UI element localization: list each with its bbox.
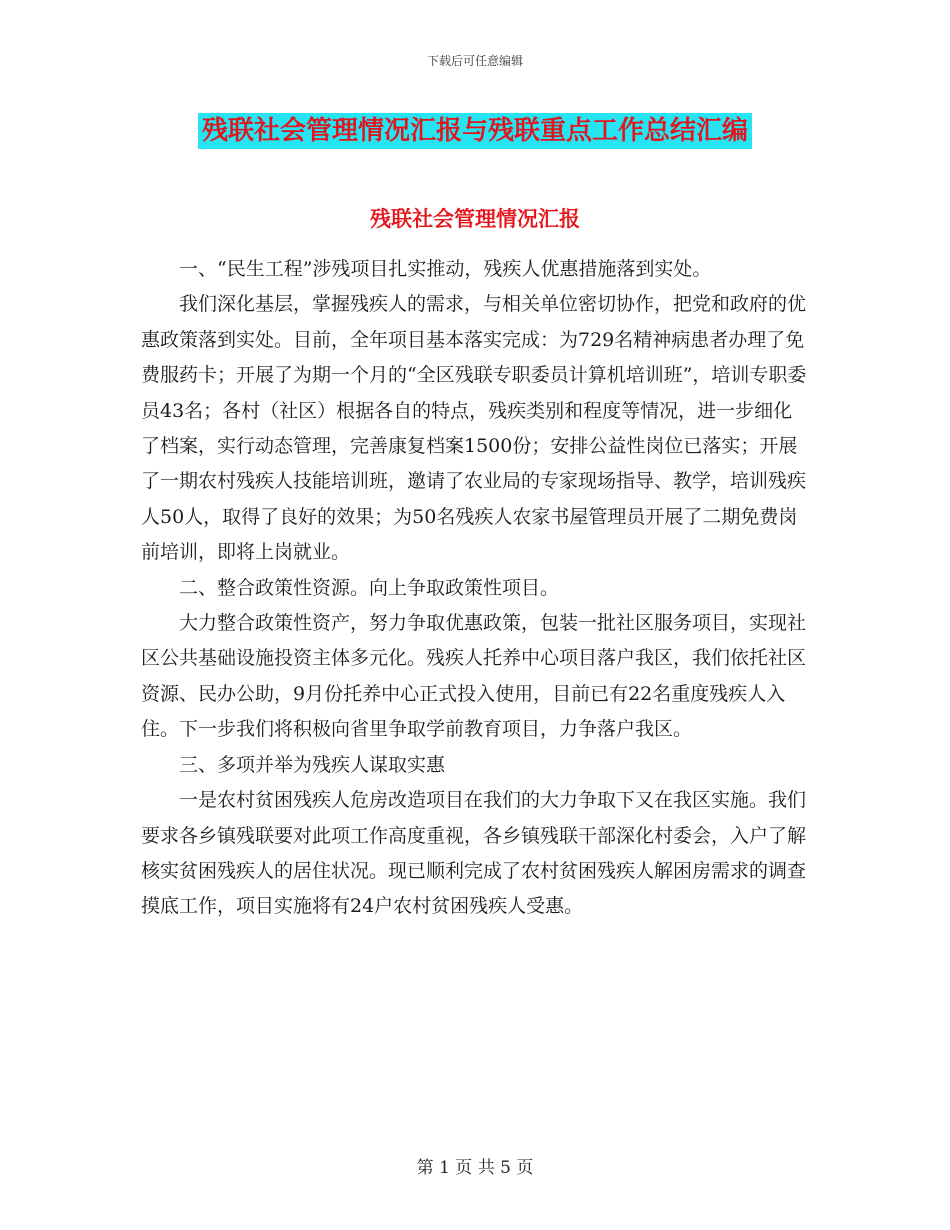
paragraph-heading-3: 三、多项并举为残疾人谋取实惠 <box>179 753 446 776</box>
paragraph-heading-2: 二、整合政策性资源。向上争取政策性项目。 <box>179 576 560 599</box>
paragraph: 大力整合政策性资产，努力争取优惠政策，包装一批社区服务项目，实现社区公共基础设施投资主体多元化。残疾人托养中心项目落户我区，我们依托社区资源、民办公助，9月份托养中心正式投入使用，目前已有22名重度残疾人入住。下一步我们将积极向省里争取学前教育项目，力争落户我区。 <box>141 612 807 741</box>
document-body <box>141 252 811 925</box>
section-title: 残联社会管理情况汇报 <box>370 207 580 231</box>
header-note: 下载后可任意编辑 <box>426 54 523 68</box>
document-title-text: 残联社会管理情况汇报与残联重点工作总结汇编 <box>198 113 752 149</box>
paragraph: 我们深化基层，掌握残疾人的需求，与相关单位密切协作，把党和政府的优惠政策落到实处。目前，全年项目基本落实完成：为729名精神病患者办理了免费服药卡；开展了为期一个月的“全区残联专职委员计算机培训班”，培训专职委员43名；各村（社区）根据各自的特点，残疾类别和程度等情况，进一步细化了档案，实行动态管理，完善康复档案1500份；安排公益性岗位已落实；开展了一期农村残疾人技能培训班，邀请了农业局的专家现场指导、教学，培训残疾人50人，取得了良好的效果；为50名残疾人农家书屋管理员开展了二期免费岗前培训，即将上岗就业。 <box>141 293 807 564</box>
document-title <box>0 113 950 149</box>
page-indicator: 第 1 页 共 5 页 <box>416 1158 534 1178</box>
paragraph-heading-1: 一、“民生工程”涉残项目扎实推动，残疾人优惠措施落到实处。 <box>179 258 712 280</box>
paragraph: 一是农村贫困残疾人危房改造项目在我们的大力争取下又在我区实施。我们要求各乡镇残联要对此项工作高度重视，各乡镇残联干部深化村委会，入户了解核实贫困残疾人的居住状况。现已顺利完成了农村贫困残疾人解困房需求的调查摸底工作，项目实施将有24户农村贫困残疾人受惠。 <box>141 789 807 918</box>
